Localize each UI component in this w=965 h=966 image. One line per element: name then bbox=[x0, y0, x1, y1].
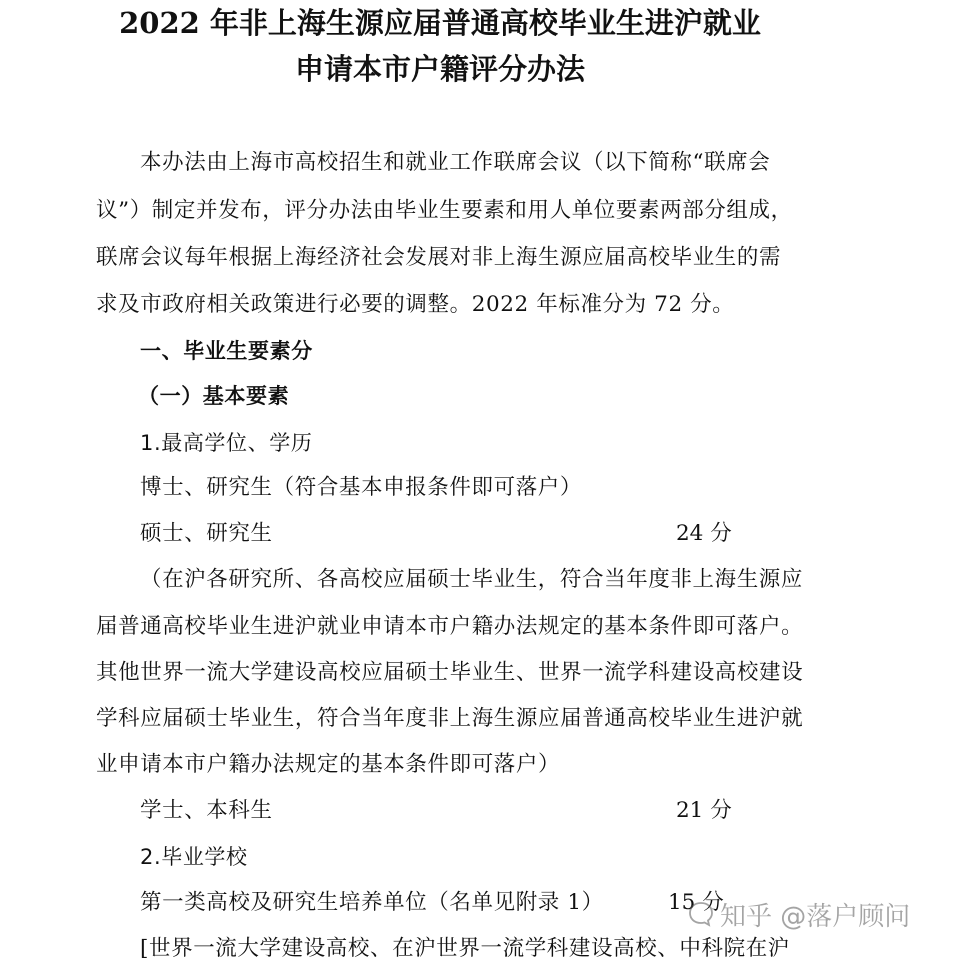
intro-line-4: 求及市政府相关政策进行必要的调整。2022 年标准分为 72 分。 bbox=[96, 292, 735, 317]
doc-title-line-2: 申请本市户籍评分办法 bbox=[294, 52, 585, 86]
bracket-line: [世界一流大学建设高校、在沪世界一流学科建设高校、中科院在沪 bbox=[140, 936, 790, 961]
zhihu-watermark bbox=[688, 894, 910, 934]
bachelor-line: 学士、本科生 bbox=[140, 798, 273, 823]
intro-line-3: 联席会议每年根据上海经济社会发展对非上海生源应届高校毕业生的需 bbox=[96, 245, 782, 270]
tier1-line: 第一类高校及研究生培养单位（名单见附录 1） bbox=[140, 890, 604, 915]
zhihu-bubble-icon bbox=[688, 901, 714, 927]
bachelor-score: 21 分 bbox=[676, 798, 732, 823]
master-score: 24 分 bbox=[676, 521, 732, 546]
item2-heading: 2.毕业学校 bbox=[140, 845, 248, 869]
note-line-3: 其他世界一流大学建设高校应届硕士毕业生、世界一流学科建设高校建设 bbox=[96, 660, 804, 685]
master-line: 硕士、研究生 bbox=[140, 521, 273, 546]
note-line-5: 业申请本市户籍办法规定的基本条件即可落户） bbox=[96, 752, 561, 777]
intro-line-2: 议”）制定并发布，评分办法由毕业生要素和用人单位要素两部分组成， bbox=[96, 198, 793, 223]
watermark-text: 知乎 @落户顾问 bbox=[720, 901, 911, 932]
item1-heading: 1.最高学位、学历 bbox=[140, 431, 313, 455]
subsection-heading: （一）基本要素 bbox=[138, 384, 290, 408]
note-line-2: 届普通高校毕业生进沪就业申请本市户籍办法规定的基本条件即可落户。 bbox=[96, 614, 804, 639]
note-line-4: 学科应届硕士毕业生，符合当年度非上海生源应届普通高校毕业生进沪就 bbox=[96, 706, 804, 731]
tier1-score: 15 分 bbox=[668, 890, 724, 915]
note-line-1: （在沪各研究所、各高校应届硕士毕业生，符合当年度非上海生源应 bbox=[140, 567, 804, 592]
intro-line-1: 本办法由上海市高校招生和就业工作联席会议（以下简称“联席会 bbox=[140, 150, 771, 175]
phd-line: 博士、研究生（符合基本申报条件即可落户） bbox=[140, 475, 583, 500]
section-heading: 一、毕业生要素分 bbox=[140, 339, 313, 363]
doc-title-line-1: 2022 年非上海生源应届普通高校毕业生进沪就业 bbox=[119, 6, 761, 40]
